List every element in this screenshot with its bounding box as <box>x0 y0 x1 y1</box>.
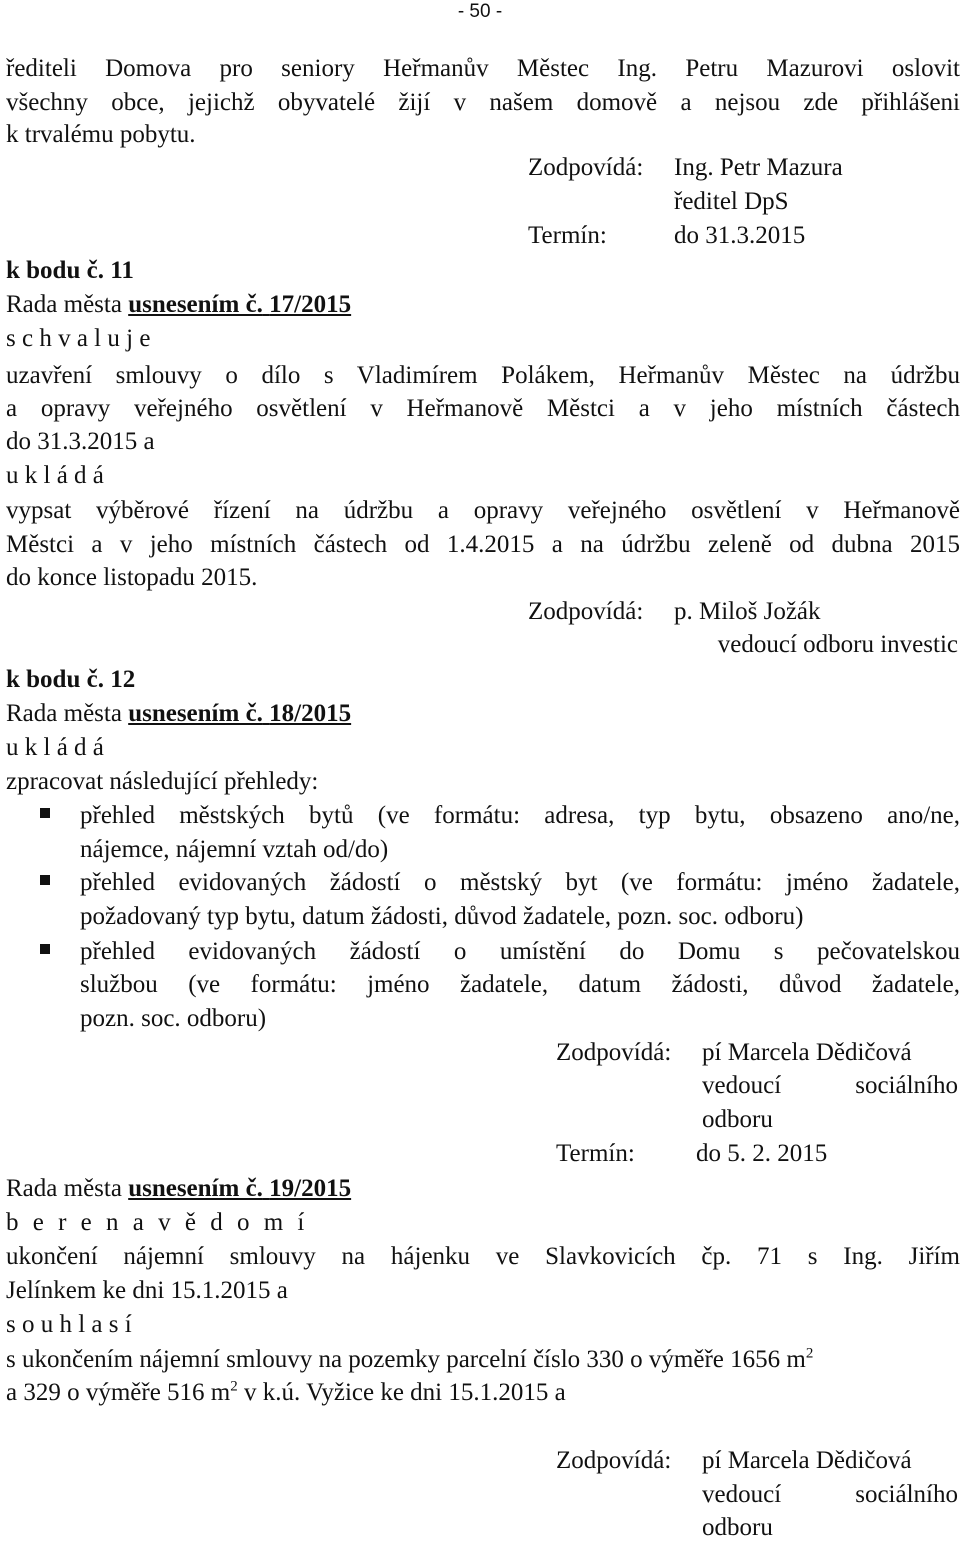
item-11-text2-line-3: do konce listopadu 2015. <box>6 564 258 591</box>
res19-text1-line-1: ukončení nájemní smlouvy na hájenku ve Slavkovicích čp. 71 s Ing. Jiřím <box>6 1243 960 1270</box>
responsible-role: vedoucí odboru investic <box>717 631 958 658</box>
resolution-label: usnesením č. <box>128 1175 263 1202</box>
verb-souhlasi: s o u h l a s í <box>6 1311 132 1338</box>
bullet-square-icon <box>40 944 50 954</box>
responsible-name: Ing. Petr Mazura <box>674 154 843 181</box>
responsible-role-line-2: odboru <box>702 1106 773 1133</box>
intro-line-1: řediteli Domova pro seniory Heřmanův Městec Ing. Petru Mazurovi oslovit <box>6 55 960 82</box>
item-11-text2-line-2: Městci a v jeho místních částech od 1.4.2015 a na údržbu zeleně od dubna 2015 <box>6 531 960 558</box>
item-12-heading: k bodu č. 12 <box>6 666 136 693</box>
resolution-label: usnesením č. <box>128 700 263 727</box>
item-11-text1-line-1: uzavření smlouvy o dílo s Vladimírem Polákem, Heřmanův Městec na údržbu <box>6 362 960 389</box>
item-11-text1-line-3: do 31.3.2015 a <box>6 428 155 455</box>
term-label: Termín: <box>528 222 607 249</box>
item-11-heading: k bodu č. 11 <box>6 257 134 284</box>
term-value: do 31.3.2015 <box>674 222 806 249</box>
responsible-name: pí Marcela Dědičová <box>702 1447 912 1474</box>
responsible-label: Zodpovídá: <box>556 1039 672 1066</box>
resolution-17-line <box>6 290 960 320</box>
bullet-square-icon <box>40 875 50 885</box>
list-item-3-line-1: přehled evidovaných žádostí o umístění do Domu s pečovatelskou <box>80 938 960 965</box>
list-item-3-line-2: službou (ve formátu: jméno žadatele, datum žádosti, důvod žadatele, <box>80 971 960 998</box>
responsible-role-line-2: odboru <box>702 1514 773 1541</box>
intro-line-2: všechny obce, jejichž obyvatelé žijí v našem domově a nejsou zde přihlášeni <box>6 89 960 116</box>
rada-prefix: Rada města <box>6 291 122 318</box>
rada-prefix: Rada města <box>6 1175 122 1202</box>
responsible-role-line-1: vedoucí sociálního <box>702 1481 958 1508</box>
rada-prefix: Rada města <box>6 700 122 727</box>
list-item-3-line-3: pozn. soc. odboru) <box>80 1005 267 1032</box>
term-value: do 5. 2. 2015 <box>696 1140 828 1167</box>
verb-schvaluje: s c h v a l u j e <box>6 325 151 352</box>
responsible-label: Zodpovídá: <box>528 598 644 625</box>
responsible-name: p. Miloš Jožák <box>674 598 821 625</box>
verb-uklada: u k l á d á <box>6 462 104 489</box>
list-item-1-line-1: přehled městských bytů (ve formátu: adresa, typ bytu, obsazeno ano/ne, <box>80 802 960 829</box>
responsible-role-line-1: vedoucí sociálního <box>702 1072 958 1099</box>
resolution-label: usnesením č. <box>128 291 263 318</box>
list-item-1-line-2: nájemce, nájemní vztah od/do) <box>80 836 389 863</box>
item-11-text2-line-1: vypsat výběrové řízení na údržbu a opravy veřejného osvětlení v Heřmanově <box>6 497 960 524</box>
intro-line-3: k trvalému pobytu. <box>6 121 196 148</box>
resolution-19-line <box>6 1174 960 1204</box>
resolution-number: 18/2015 <box>269 700 352 727</box>
list-item-2-line-2: požadovaný typ bytu, datum žádosti, důvod žadatele, pozn. soc. odboru) <box>80 903 804 930</box>
verb-bere-na-vedomi: b e r e n a v ě d o m í <box>6 1209 309 1236</box>
term-label: Termín: <box>556 1140 635 1167</box>
resolution-number: 19/2015 <box>269 1175 352 1202</box>
resolution-number: 17/2015 <box>269 291 352 318</box>
responsible-label: Zodpovídá: <box>528 154 644 181</box>
res19-text1-line-2: Jelínkem ke dni 15.1.2015 a <box>6 1277 288 1304</box>
list-item-2-line-1: přehled evidovaných žádostí o městský byt (ve formátu: jméno žadatele, <box>80 869 960 896</box>
item-11-text1-line-2: a opravy veřejného osvětlení v Heřmanově Městci a v jeho místních částech <box>6 395 960 422</box>
page-number: - 50 - <box>457 1 503 22</box>
responsible-label: Zodpovídá: <box>556 1447 672 1474</box>
res19-text2-line-1: s ukončením nájemní smlouvy na pozemky parcelní číslo 330 o výměře 1656 $m^2$ <box>6 1345 814 1373</box>
res19-text2-line-2: a 329 o výměře 516 $m^2$ v k.ú. Vyžice ke dni 15.1.2015 a <box>6 1378 566 1406</box>
resolution-18-line <box>6 699 960 729</box>
verb-uklada: u k l á d á <box>6 734 104 761</box>
responsible-role: ředitel DpS <box>674 188 789 215</box>
item-12-intro: zpracovat následující přehledy: <box>6 768 319 795</box>
bullet-square-icon <box>40 808 50 818</box>
responsible-name: pí Marcela Dědičová <box>702 1039 912 1066</box>
